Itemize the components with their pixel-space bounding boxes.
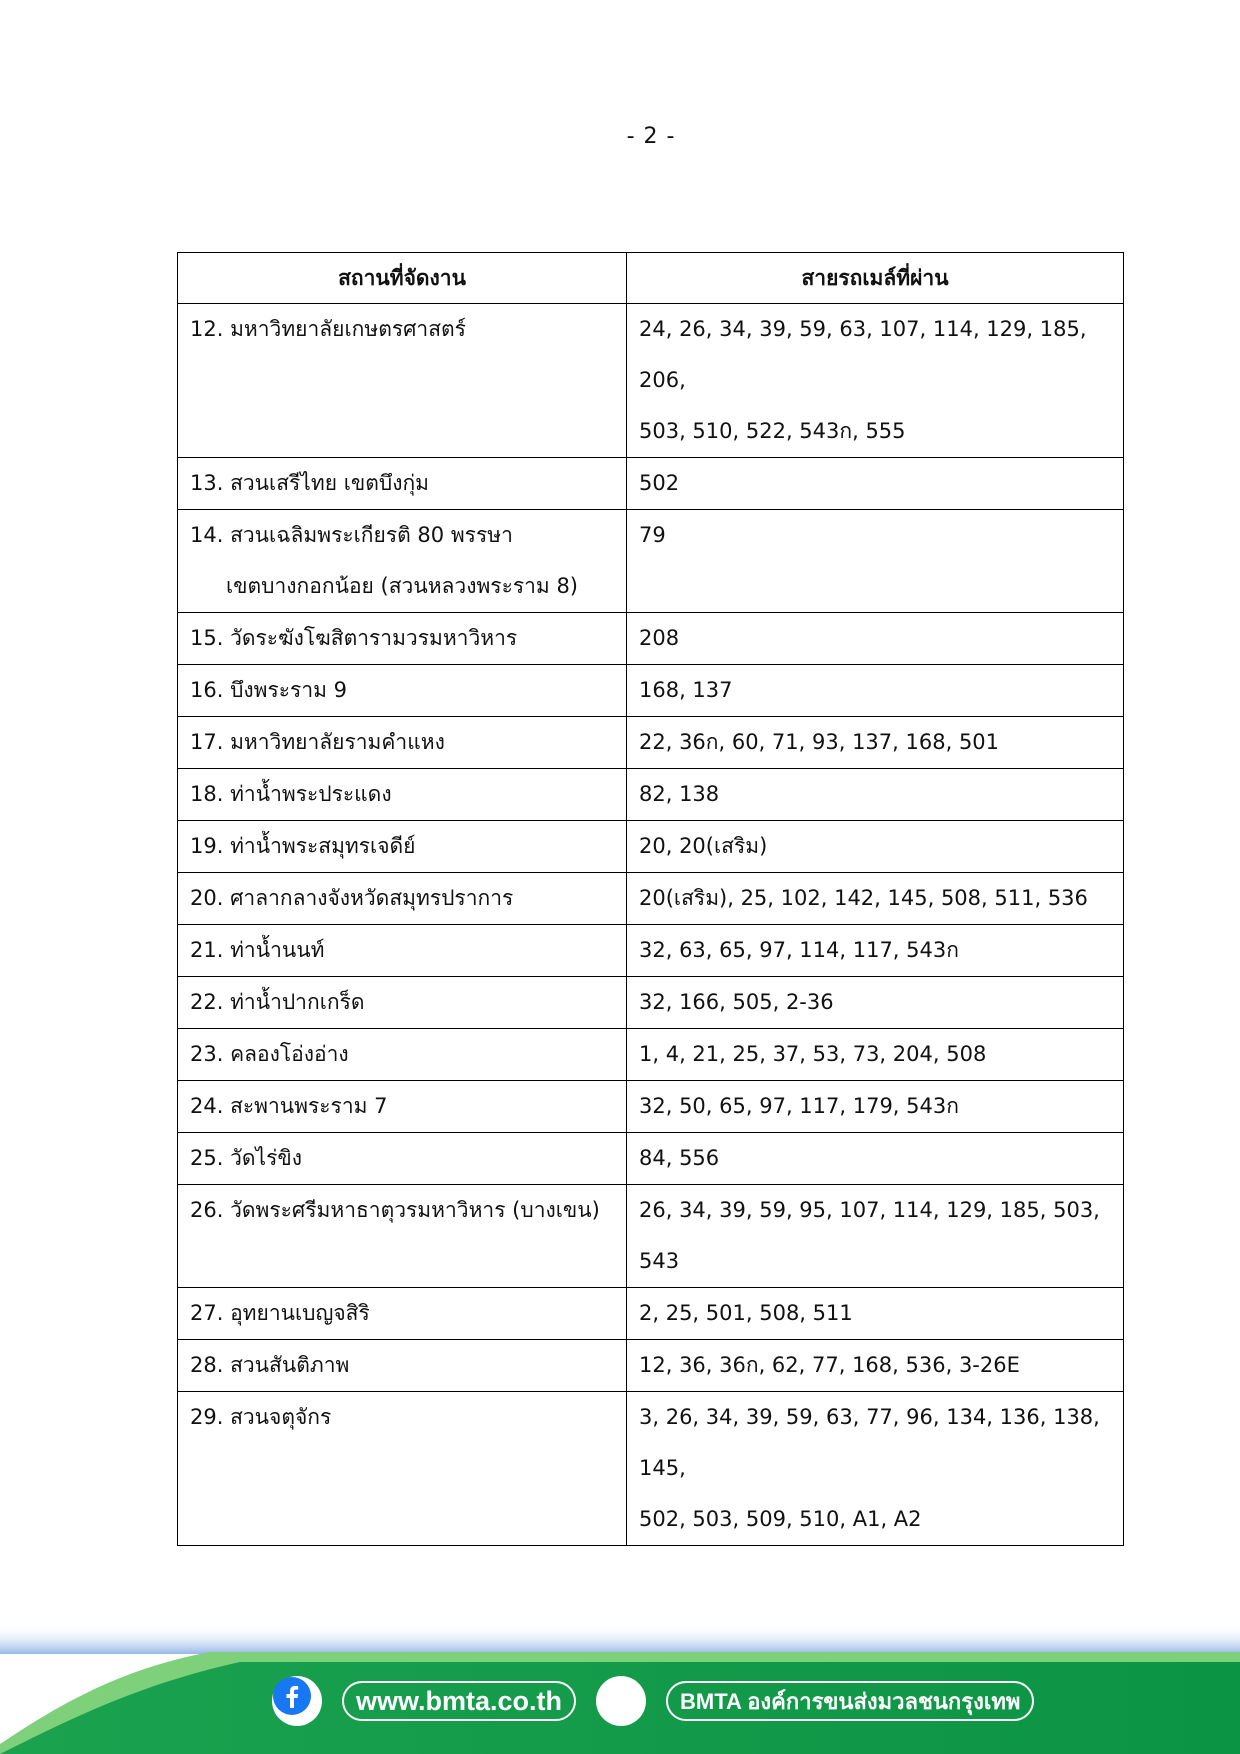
venue-route-table <box>177 252 1124 1546</box>
venue-column-header: สถานที่จัดงาน <box>178 253 627 304</box>
table-row <box>178 1340 1124 1392</box>
routes-cell <box>627 925 1124 977</box>
venue-cell <box>178 510 627 613</box>
table-body <box>178 304 1124 1546</box>
table-row <box>178 821 1124 873</box>
website-link[interactable]: www.bmta.co.th <box>342 1681 576 1721</box>
venue-name: 21. ท่าน้ำนนท์ <box>190 938 325 962</box>
bus-route-list: 20(เสริม), 25, 102, 142, 145, 508, 511, 536 <box>639 886 1088 910</box>
venue-cell <box>178 458 627 510</box>
table-header-row <box>178 253 1124 304</box>
venue-cell <box>178 1288 627 1340</box>
venue-cell <box>178 1081 627 1133</box>
bus-route-list: 502 <box>639 471 680 495</box>
table-row <box>178 613 1124 665</box>
bus-route-list: 1, 4, 21, 25, 37, 53, 73, 204, 508 <box>639 1042 987 1066</box>
routes-cell <box>627 769 1124 821</box>
venue-name: 22. ท่าน้ำปากเกร็ด <box>190 990 365 1014</box>
table-row <box>178 304 1124 458</box>
routes-cell <box>627 1340 1124 1392</box>
bus-route-list: 503, 510, 522, 543ก, 555 <box>639 419 906 443</box>
bus-route-list: 26, 34, 39, 59, 95, 107, 114, 129, 185, 503, 543 <box>639 1198 1100 1273</box>
venue-cell <box>178 873 627 925</box>
facebook-page-link[interactable]: BMTA องค์การขนส่งมวลชนกรุงเทพ <box>666 1681 1034 1721</box>
table-row <box>178 1392 1124 1546</box>
bus-route-list: 32, 166, 505, 2-36 <box>639 990 834 1014</box>
bus-route-list: 84, 556 <box>639 1146 720 1170</box>
venue-name: 28. สวนสันติภาพ <box>190 1353 350 1377</box>
venue-cell <box>178 304 627 458</box>
bus-route-list: 24, 26, 34, 39, 59, 63, 107, 114, 129, 185, 206, <box>639 317 1087 392</box>
table-row <box>178 510 1124 613</box>
footer-contacts <box>272 1676 1034 1726</box>
bus-route-list: 20, 20(เสริม) <box>639 834 768 858</box>
venue-cell <box>178 1185 627 1288</box>
venue-name: 29. สวนจตุจักร <box>190 1405 332 1429</box>
facebook-icon[interactable] <box>596 1676 646 1726</box>
bus-route-list: 79 <box>639 523 666 547</box>
bus-route-list: 3, 26, 34, 39, 59, 63, 77, 96, 134, 136, 138, 145, <box>639 1405 1100 1480</box>
routes-cell <box>627 665 1124 717</box>
venue-name: 13. สวนเสรีไทย เขตบึงกุ่ม <box>190 471 430 495</box>
bus-route-list: 502, 503, 509, 510, A1, A2 <box>639 1507 922 1531</box>
venue-name: 18. ท่าน้ำพระประแดง <box>190 782 392 806</box>
venue-name: 17. มหาวิทยาลัยรามคำแหง <box>190 730 445 754</box>
routes-cell <box>627 1029 1124 1081</box>
routes-cell <box>627 458 1124 510</box>
table-row <box>178 873 1124 925</box>
table-row <box>178 769 1124 821</box>
bus-route-list: 22, 36ก, 60, 71, 93, 137, 168, 501 <box>639 730 1000 754</box>
table-row <box>178 458 1124 510</box>
venue-cell <box>178 769 627 821</box>
routes-cell <box>627 717 1124 769</box>
table-row <box>178 717 1124 769</box>
routes-cell <box>627 1081 1124 1133</box>
venue-name: 20. ศาลากลางจังหวัดสมุทรปราการ <box>190 886 514 910</box>
page-number: - 2 - <box>626 124 676 149</box>
table-row <box>178 665 1124 717</box>
routes-cell <box>627 304 1124 458</box>
venue-cell <box>178 1340 627 1392</box>
venue-name: 27. อุทยานเบญจสิริ <box>190 1301 370 1325</box>
bus-route-list: 82, 138 <box>639 782 720 806</box>
bus-route-list: 2, 25, 501, 508, 511 <box>639 1301 853 1325</box>
routes-cell <box>627 1133 1124 1185</box>
venue-name: 19. ท่าน้ำพระสมุทรเจดีย์ <box>190 834 416 858</box>
bus-route-list: 32, 50, 65, 97, 117, 179, 543ก <box>639 1094 959 1118</box>
venue-name: 24. สะพานพระราม 7 <box>190 1094 388 1118</box>
table-row <box>178 1185 1124 1288</box>
routes-cell <box>627 510 1124 613</box>
routes-cell <box>627 1288 1124 1340</box>
bus-route-list: 168, 137 <box>639 678 733 702</box>
venue-cell <box>178 977 627 1029</box>
routes-cell <box>627 977 1124 1029</box>
venue-cell <box>178 1029 627 1081</box>
table-row <box>178 1133 1124 1185</box>
venue-cell <box>178 717 627 769</box>
venue-cell <box>178 925 627 977</box>
venue-name: 14. สวนเฉลิมพระเกียรติ 80 พรรษา <box>190 523 513 547</box>
venue-cell <box>178 613 627 665</box>
routes-cell <box>627 873 1124 925</box>
venue-name: 26. วัดพระศรีมหาธาตุวรมหาวิหาร (บางเขน) <box>190 1198 600 1222</box>
venue-name: 25. วัดไร่ขิง <box>190 1146 302 1170</box>
table-row <box>178 925 1124 977</box>
venue-name: เขตบางกอกน้อย (สวนหลวงพระราม 8) <box>226 574 578 598</box>
table-row <box>178 1029 1124 1081</box>
table-row <box>178 977 1124 1029</box>
table-row <box>178 1081 1124 1133</box>
venue-name: 12. มหาวิทยาลัยเกษตรศาสตร์ <box>190 317 466 341</box>
venue-name: 16. บึงพระราม 9 <box>190 678 348 702</box>
bus-route-list: 12, 36, 36ก, 62, 77, 168, 536, 3-26E <box>639 1353 1020 1377</box>
venue-name: 15. วัดระฆังโฆสิตารามวรมหาวิหาร <box>190 626 518 650</box>
footer-banner <box>0 1624 1240 1754</box>
routes-column-header: สายรถเมล์ที่ผ่าน <box>627 253 1124 304</box>
routes-cell <box>627 613 1124 665</box>
routes-cell <box>627 821 1124 873</box>
venue-name: 23. คลองโอ่งอ่าง <box>190 1042 349 1066</box>
venue-cell <box>178 1133 627 1185</box>
venue-cell <box>178 821 627 873</box>
table-row <box>178 1288 1124 1340</box>
routes-cell <box>627 1185 1124 1288</box>
venue-cell <box>178 665 627 717</box>
venue-cell <box>178 1392 627 1546</box>
bus-route-list: 208 <box>639 626 680 650</box>
routes-cell <box>627 1392 1124 1546</box>
bus-route-list: 32, 63, 65, 97, 114, 117, 543ก <box>639 938 959 962</box>
